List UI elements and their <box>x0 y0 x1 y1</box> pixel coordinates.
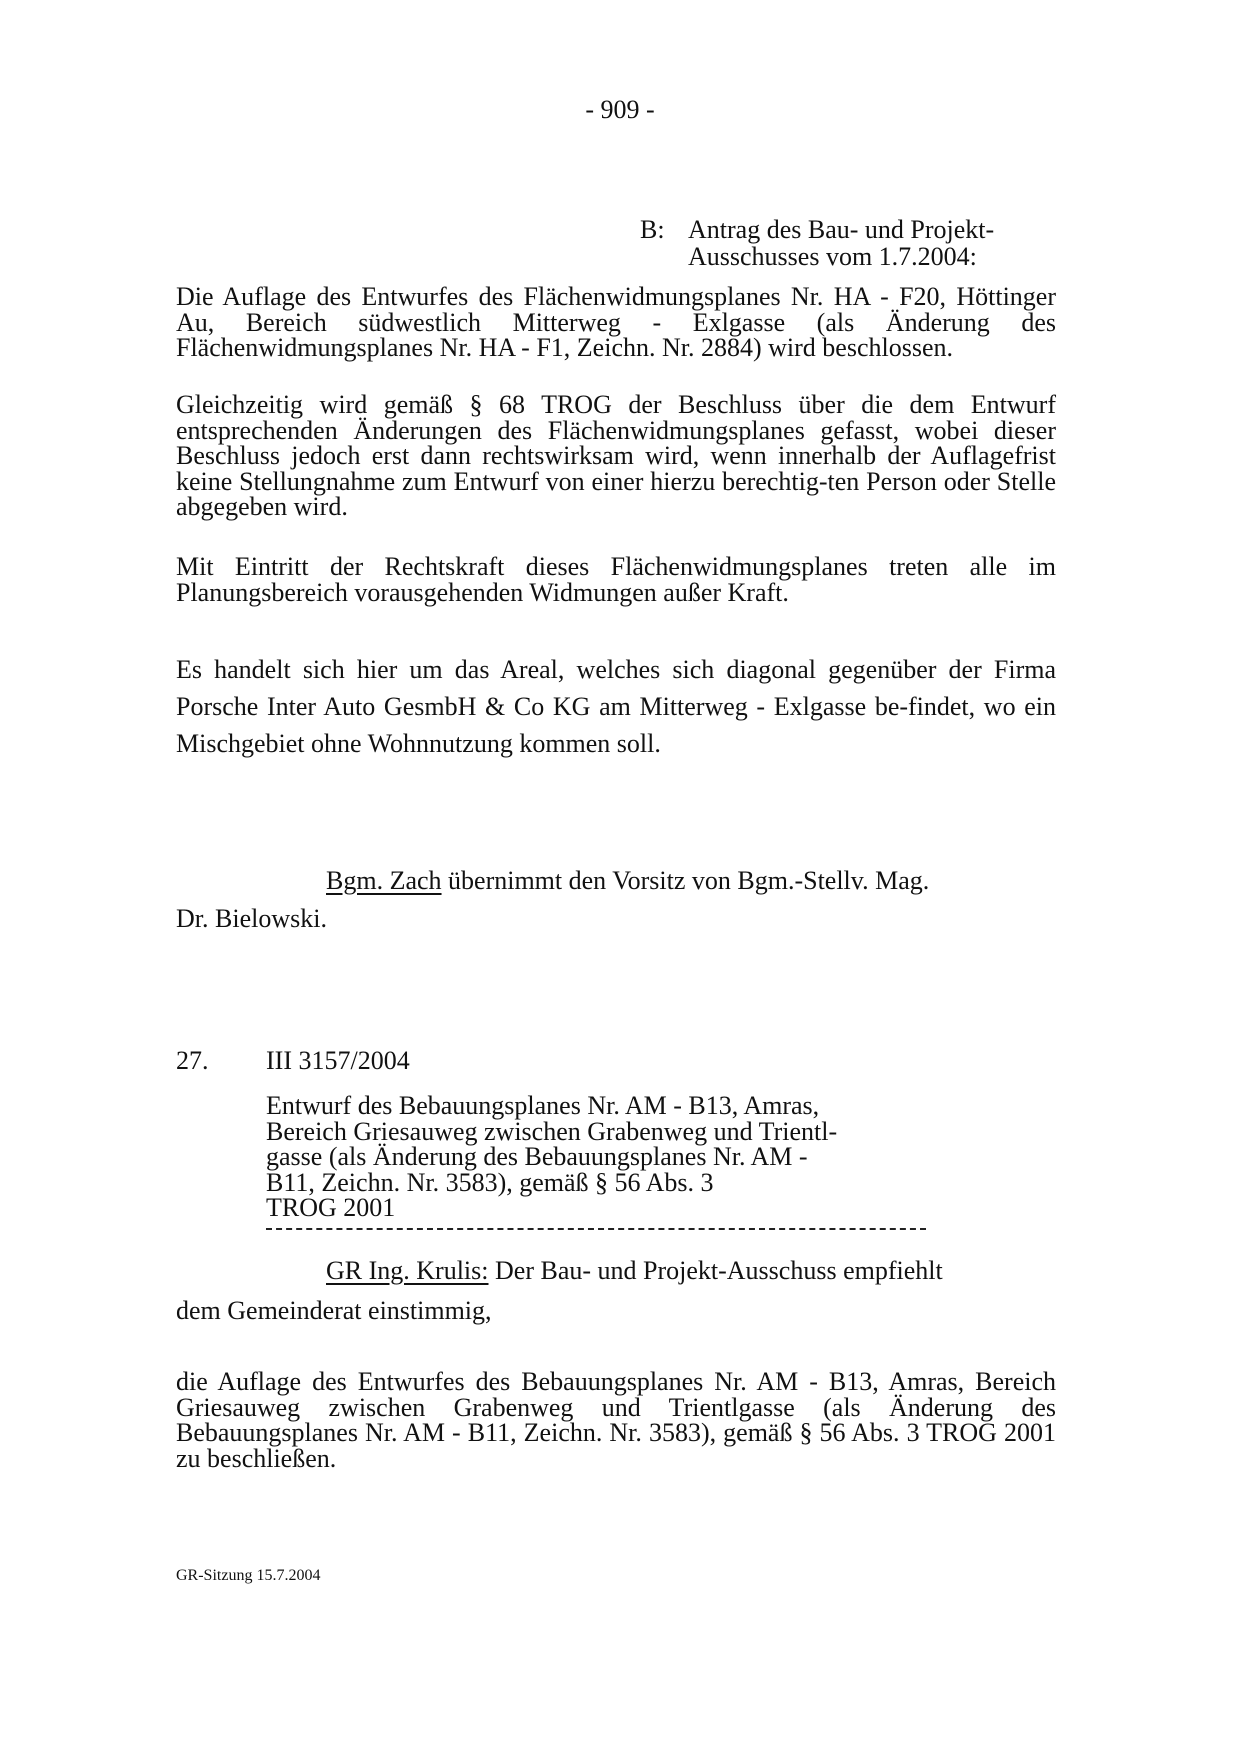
paragraph-simultaneous-resolution: Gleichzeitig wird gemäß § 68 TROG der Beschluss über die dem Entwurf entsprechenden Änderungen des Flächenwidmungsplanes gefasst, wobei dieser Beschluss jedoch erst dann rechtswirksam wird, wenn innerhalb der Auflagefrist keine Stellungnahme zum Entwurf von einer hierzu berechtig-ten Person oder Stelle abgegeben wird. <box>176 390 1056 521</box>
paragraph-legal-effect: Mit Eintritt der Rechtskraft dieses Flächenwidmungsplanes treten alle im Planungsbereich vorausgehenden Widmungen außer Kraft. <box>176 552 1056 607</box>
motion-title-line1: Antrag des Bau- und Projekt- <box>688 215 995 244</box>
subject-line: Entwurf des Bebauungsplanes Nr. AM - B13, Amras, <box>266 1091 820 1120</box>
chair-note-continuation: Dr. Bielowski. <box>176 904 327 933</box>
footer: GR-Sitzung 15.7.2004 <box>176 1567 321 1584</box>
paragraph-resolution: die Auflage des Entwurfes des Bebauungsplanes Nr. AM - B13, Amras, Bereich Griesauweg zwischen Grabenweg und Trientlgasse (als Änderung des Bebauungsplanes Nr. AM - B11, Zeichn. Nr. 3583), gemäß § 56 Abs. 3 TROG 2001 zu beschließen. <box>176 1367 1056 1473</box>
agenda-item-subject <box>266 1093 912 1221</box>
chair-note-text: übernimmt den Vorsitz von Bgm.-Stellv. Mag. <box>441 866 930 895</box>
paragraph-adoption: Die Auflage des Entwurfes des Flächenwidmungsplanes Nr. HA - F20, Höttinger Au, Bereich südwestlich Mitterweg - Exlgasse (als Änderung des Flächenwidmungsplanes Nr. HA - F1, Zeichn. Nr. 2884) wird beschlossen. <box>176 282 1056 362</box>
subject-line: gasse (als Änderung des Bebauungsplanes Nr. AM - <box>266 1142 808 1171</box>
chair-note <box>326 866 929 896</box>
rapporteur: GR Ing. Krulis: <box>326 1256 489 1285</box>
dashed-separator <box>266 1228 926 1230</box>
recommendation-text: Der Bau- und Projekt-Ausschuss empfiehlt <box>488 1256 943 1285</box>
motion-title-line2: Ausschusses vom 1.7.2004: <box>688 242 977 271</box>
subject-line: TROG 2001 <box>266 1193 396 1222</box>
subject-line: Bereich Griesauweg zwischen Grabenweg und Trientl- <box>266 1116 838 1146</box>
paragraph-area-description: Es handelt sich hier um das Areal, welches sich diagonal gegenüber der Firma Porsche Inter Auto GesmbH & Co KG am Mitterweg - Exlgasse be-findet, wo ein Mischgebiet ohne Wohnnutzung kommen soll. <box>176 655 1056 758</box>
motion-label: B: <box>640 215 665 244</box>
page-number: - 909 - <box>585 95 655 124</box>
recommendation <box>326 1256 943 1286</box>
subject-line: B11, Zeichn. Nr. 3583), gemäß § 56 Abs. 3 <box>266 1167 714 1197</box>
agenda-item-number: 27. <box>176 1046 209 1075</box>
motion-title <box>688 216 1068 270</box>
chair-speaker: Bgm. Zach <box>326 866 442 895</box>
recommendation-continuation: dem Gemeinderat einstimmig, <box>176 1296 492 1325</box>
agenda-item-reference: III 3157/2004 <box>266 1046 410 1075</box>
